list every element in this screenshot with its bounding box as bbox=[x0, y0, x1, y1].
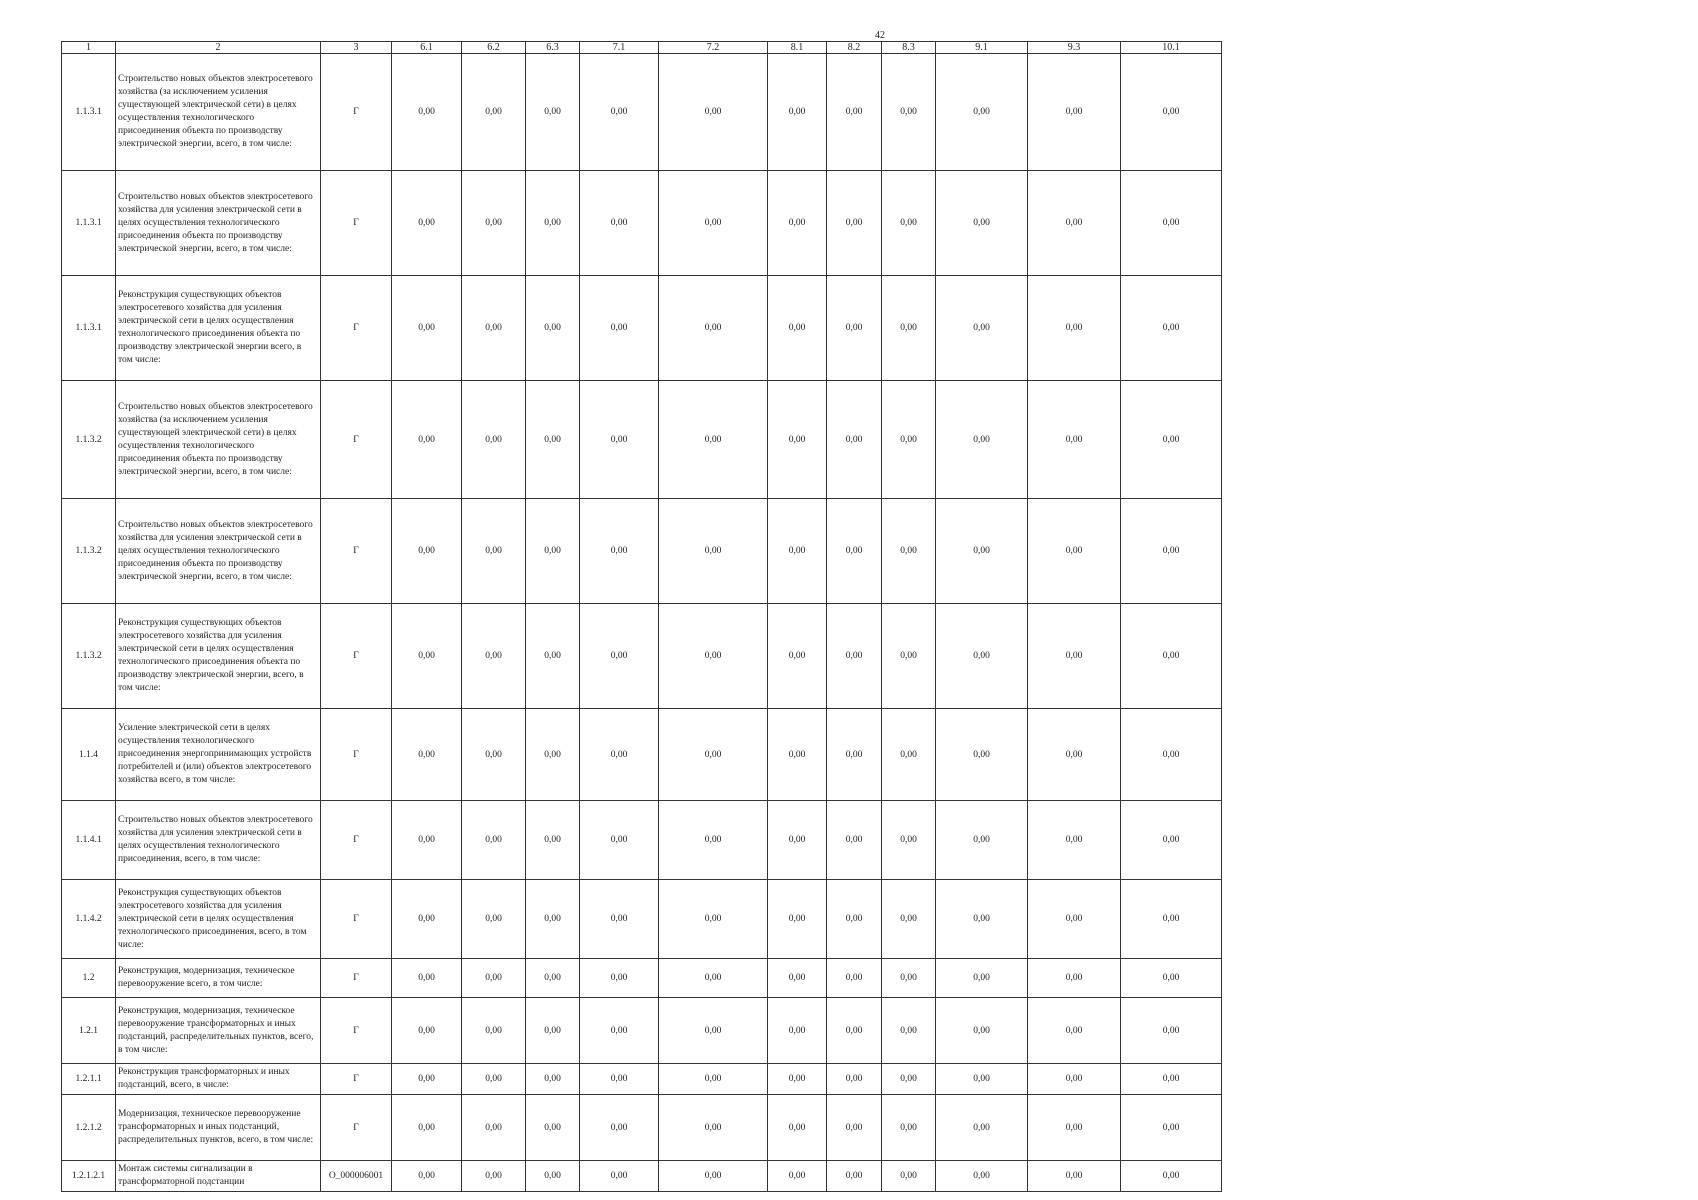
value-cell: 0,00 bbox=[1121, 709, 1222, 801]
value-cell: 0,00 bbox=[659, 54, 768, 171]
row-number-cell: 1.1.3.1 bbox=[62, 171, 116, 276]
value-cell: 0,00 bbox=[827, 499, 882, 604]
row-name-cell: Реконструкция существующих объектов электросетевого хозяйства для усиления электрической сети в целях осуществления технологического присоединения объекта по производству электрической энергии всего, в том числе: bbox=[116, 276, 321, 381]
column-header: 1 bbox=[62, 42, 116, 54]
value-cell: 0,00 bbox=[392, 801, 462, 880]
value-cell: 0,00 bbox=[882, 1095, 936, 1161]
value-cell: 0,00 bbox=[1028, 604, 1121, 709]
row-code-cell: Г bbox=[321, 499, 392, 604]
value-cell: 0,00 bbox=[1028, 54, 1121, 171]
value-cell: 0,00 bbox=[1028, 276, 1121, 381]
table-row bbox=[62, 276, 1222, 381]
value-cell: 0,00 bbox=[768, 499, 827, 604]
value-cell: 0,00 bbox=[580, 499, 659, 604]
row-code-cell: Г bbox=[321, 381, 392, 499]
row-name-cell: Строительство новых объектов электросетевого хозяйства для усиления электрической сети в целях осуществления технологического присоединения объекта по производству электрической энергии, всего, в том числе: bbox=[116, 171, 321, 276]
table-row bbox=[62, 54, 1222, 171]
value-cell: 0,00 bbox=[936, 499, 1028, 604]
column-header: 6.3 bbox=[526, 42, 580, 54]
value-cell: 0,00 bbox=[768, 276, 827, 381]
value-cell: 0,00 bbox=[827, 998, 882, 1064]
value-cell: 0,00 bbox=[526, 381, 580, 499]
table-row bbox=[62, 959, 1222, 998]
row-number-cell: 1.1.3.2 bbox=[62, 381, 116, 499]
value-cell: 0,00 bbox=[580, 998, 659, 1064]
column-header: 10.1 bbox=[1121, 42, 1222, 54]
row-number-cell: 1.2 bbox=[62, 959, 116, 998]
value-cell: 0,00 bbox=[936, 54, 1028, 171]
value-cell: 0,00 bbox=[827, 381, 882, 499]
value-cell: 0,00 bbox=[392, 880, 462, 959]
row-code-cell: Г bbox=[321, 1095, 392, 1161]
value-cell: 0,00 bbox=[462, 1064, 526, 1095]
value-cell: 0,00 bbox=[882, 499, 936, 604]
value-cell: 0,00 bbox=[882, 959, 936, 998]
value-cell: 0,00 bbox=[827, 709, 882, 801]
row-code-cell: Г bbox=[321, 880, 392, 959]
value-cell: 0,00 bbox=[462, 381, 526, 499]
value-cell: 0,00 bbox=[1121, 1161, 1222, 1192]
value-cell: 0,00 bbox=[1028, 1095, 1121, 1161]
table-row bbox=[62, 709, 1222, 801]
value-cell: 0,00 bbox=[882, 1161, 936, 1192]
value-cell: 0,00 bbox=[580, 604, 659, 709]
value-cell: 0,00 bbox=[936, 801, 1028, 880]
value-cell: 0,00 bbox=[827, 276, 882, 381]
row-name-cell: Строительство новых объектов электросетевого хозяйства (за исключением усиления существующей электрической сети) в целях осуществления технологического присоединения объекта по производству электрической энергии, всего, в том числе: bbox=[116, 381, 321, 499]
row-code-cell: Г bbox=[321, 276, 392, 381]
column-header: 6.1 bbox=[392, 42, 462, 54]
row-name-cell: Строительство новых объектов электросетевого хозяйства (за исключением усиления существующей электрической сети) в целях осуществления технологического присоединения объекта по производству электрической энергии, всего, в том числе: bbox=[116, 54, 321, 171]
value-cell: 0,00 bbox=[1121, 1064, 1222, 1095]
value-cell: 0,00 bbox=[1121, 604, 1222, 709]
value-cell: 0,00 bbox=[827, 604, 882, 709]
value-cell: 0,00 bbox=[659, 998, 768, 1064]
value-cell: 0,00 bbox=[768, 1064, 827, 1095]
value-cell: 0,00 bbox=[392, 959, 462, 998]
value-cell: 0,00 bbox=[659, 1064, 768, 1095]
value-cell: 0,00 bbox=[882, 801, 936, 880]
value-cell: 0,00 bbox=[580, 171, 659, 276]
value-cell: 0,00 bbox=[827, 959, 882, 998]
row-number-cell: 1.1.4 bbox=[62, 709, 116, 801]
value-cell: 0,00 bbox=[659, 1161, 768, 1192]
table-row bbox=[62, 998, 1222, 1064]
row-code-cell: Г bbox=[321, 998, 392, 1064]
column-header: 9.3 bbox=[1028, 42, 1121, 54]
value-cell: 0,00 bbox=[462, 604, 526, 709]
value-cell: 0,00 bbox=[462, 998, 526, 1064]
value-cell: 0,00 bbox=[462, 171, 526, 276]
value-cell: 0,00 bbox=[936, 171, 1028, 276]
value-cell: 0,00 bbox=[768, 171, 827, 276]
value-cell: 0,00 bbox=[526, 801, 580, 880]
value-cell: 0,00 bbox=[526, 1064, 580, 1095]
value-cell: 0,00 bbox=[462, 959, 526, 998]
value-cell: 0,00 bbox=[526, 998, 580, 1064]
value-cell: 0,00 bbox=[1028, 171, 1121, 276]
value-cell: 0,00 bbox=[580, 709, 659, 801]
row-number-cell: 1.1.3.2 bbox=[62, 604, 116, 709]
row-number-cell: 1.2.1.2.1 bbox=[62, 1161, 116, 1192]
value-cell: 0,00 bbox=[526, 1161, 580, 1192]
value-cell: 0,00 bbox=[882, 54, 936, 171]
value-cell: 0,00 bbox=[392, 381, 462, 499]
table-row bbox=[62, 880, 1222, 959]
row-code-cell: О_000006001 bbox=[321, 1161, 392, 1192]
column-header: 7.2 bbox=[659, 42, 768, 54]
row-name-cell: Строительство новых объектов электросетевого хозяйства для усиления электрической сети в целях осуществления технологического присоединения объекта по производству электрической энергии, всего, в том числе: bbox=[116, 499, 321, 604]
row-name-cell: Строительство новых объектов электросетевого хозяйства для усиления электрической сети в целях осуществления технологического присоединения, всего, в том числе: bbox=[116, 801, 321, 880]
value-cell: 0,00 bbox=[827, 171, 882, 276]
value-cell: 0,00 bbox=[768, 381, 827, 499]
column-header: 6.2 bbox=[462, 42, 526, 54]
value-cell: 0,00 bbox=[768, 54, 827, 171]
value-cell: 0,00 bbox=[659, 709, 768, 801]
row-code-cell: Г bbox=[321, 709, 392, 801]
value-cell: 0,00 bbox=[526, 880, 580, 959]
value-cell: 0,00 bbox=[580, 381, 659, 499]
row-name-cell: Усиление электрической сети в целях осуществления технологического присоединения энергопринимающих устройств потребителей и (или) объектов электросетевого хозяйства всего, в том числе: bbox=[116, 709, 321, 801]
value-cell: 0,00 bbox=[827, 1095, 882, 1161]
row-number-cell: 1.1.4.2 bbox=[62, 880, 116, 959]
value-cell: 0,00 bbox=[768, 801, 827, 880]
value-cell: 0,00 bbox=[392, 1064, 462, 1095]
value-cell: 0,00 bbox=[936, 880, 1028, 959]
value-cell: 0,00 bbox=[462, 276, 526, 381]
value-cell: 0,00 bbox=[1121, 880, 1222, 959]
value-cell: 0,00 bbox=[1028, 959, 1121, 998]
value-cell: 0,00 bbox=[462, 1095, 526, 1161]
value-cell: 0,00 bbox=[882, 709, 936, 801]
row-code-cell: Г bbox=[321, 1064, 392, 1095]
value-cell: 0,00 bbox=[1121, 499, 1222, 604]
column-header: 8.1 bbox=[768, 42, 827, 54]
value-cell: 0,00 bbox=[1028, 381, 1121, 499]
value-cell: 0,00 bbox=[827, 801, 882, 880]
value-cell: 0,00 bbox=[768, 1095, 827, 1161]
value-cell: 0,00 bbox=[392, 709, 462, 801]
row-name-cell: Реконструкция существующих объектов электросетевого хозяйства для усиления электрической сети в целях осуществления технологического присоединения, всего, в том числе: bbox=[116, 880, 321, 959]
value-cell: 0,00 bbox=[882, 171, 936, 276]
value-cell: 0,00 bbox=[462, 1161, 526, 1192]
value-cell: 0,00 bbox=[1121, 54, 1222, 171]
value-cell: 0,00 bbox=[526, 276, 580, 381]
data-table bbox=[61, 41, 1222, 1192]
value-cell: 0,00 bbox=[659, 1095, 768, 1161]
value-cell: 0,00 bbox=[768, 709, 827, 801]
row-name-cell: Монтаж системы сигнализации в трансформаторной подстанции bbox=[116, 1161, 321, 1192]
value-cell: 0,00 bbox=[768, 959, 827, 998]
value-cell: 0,00 bbox=[936, 709, 1028, 801]
value-cell: 0,00 bbox=[659, 959, 768, 998]
value-cell: 0,00 bbox=[768, 998, 827, 1064]
value-cell: 0,00 bbox=[1028, 709, 1121, 801]
value-cell: 0,00 bbox=[936, 959, 1028, 998]
row-name-cell: Реконструкция, модернизация, техническое перевооружение трансформаторных и иных подстанций, распределительных пунктов, всего, в том числе: bbox=[116, 998, 321, 1064]
value-cell: 0,00 bbox=[768, 1161, 827, 1192]
value-cell: 0,00 bbox=[1028, 801, 1121, 880]
value-cell: 0,00 bbox=[526, 709, 580, 801]
value-cell: 0,00 bbox=[580, 1095, 659, 1161]
value-cell: 0,00 bbox=[936, 381, 1028, 499]
value-cell: 0,00 bbox=[659, 880, 768, 959]
value-cell: 0,00 bbox=[1121, 998, 1222, 1064]
value-cell: 0,00 bbox=[392, 54, 462, 171]
value-cell: 0,00 bbox=[882, 276, 936, 381]
value-cell: 0,00 bbox=[526, 54, 580, 171]
value-cell: 0,00 bbox=[936, 276, 1028, 381]
value-cell: 0,00 bbox=[882, 880, 936, 959]
table-row bbox=[62, 604, 1222, 709]
value-cell: 0,00 bbox=[526, 171, 580, 276]
value-cell: 0,00 bbox=[580, 801, 659, 880]
page-number: 42 bbox=[875, 30, 885, 41]
row-name-cell: Реконструкция существующих объектов электросетевого хозяйства для усиления электрической сети в целях осуществления технологического присоединения объекта по производству электрической энергии, всего, в том числе: bbox=[116, 604, 321, 709]
row-number-cell: 1.1.4.1 bbox=[62, 801, 116, 880]
value-cell: 0,00 bbox=[768, 880, 827, 959]
value-cell: 0,00 bbox=[1121, 171, 1222, 276]
value-cell: 0,00 bbox=[462, 880, 526, 959]
table-row bbox=[62, 1161, 1222, 1192]
value-cell: 0,00 bbox=[659, 171, 768, 276]
value-cell: 0,00 bbox=[936, 1095, 1028, 1161]
value-cell: 0,00 bbox=[1028, 499, 1121, 604]
value-cell: 0,00 bbox=[580, 276, 659, 381]
value-cell: 0,00 bbox=[392, 171, 462, 276]
value-cell: 0,00 bbox=[392, 276, 462, 381]
value-cell: 0,00 bbox=[1028, 1161, 1121, 1192]
row-name-cell: Реконструкция, модернизация, техническое перевооружение всего, в том числе: bbox=[116, 959, 321, 998]
row-code-cell: Г bbox=[321, 959, 392, 998]
row-number-cell: 1.1.3.2 bbox=[62, 499, 116, 604]
value-cell: 0,00 bbox=[882, 604, 936, 709]
value-cell: 0,00 bbox=[1121, 276, 1222, 381]
row-number-cell: 1.2.1.2 bbox=[62, 1095, 116, 1161]
value-cell: 0,00 bbox=[882, 1064, 936, 1095]
column-header: 9.1 bbox=[936, 42, 1028, 54]
row-name-cell: Реконструкция трансформаторных и иных подстанций, всего, в числе: bbox=[116, 1064, 321, 1095]
table-row bbox=[62, 171, 1222, 276]
row-code-cell: Г bbox=[321, 604, 392, 709]
value-cell: 0,00 bbox=[580, 959, 659, 998]
value-cell: 0,00 bbox=[827, 1161, 882, 1192]
value-cell: 0,00 bbox=[526, 499, 580, 604]
row-code-cell: Г bbox=[321, 54, 392, 171]
row-number-cell: 1.1.3.1 bbox=[62, 54, 116, 171]
value-cell: 0,00 bbox=[526, 959, 580, 998]
column-header-row bbox=[62, 42, 1222, 54]
value-cell: 0,00 bbox=[1028, 1064, 1121, 1095]
row-code-cell: Г bbox=[321, 171, 392, 276]
value-cell: 0,00 bbox=[936, 1161, 1028, 1192]
column-header: 8.2 bbox=[827, 42, 882, 54]
table-row bbox=[62, 1064, 1222, 1095]
table-row bbox=[62, 499, 1222, 604]
value-cell: 0,00 bbox=[580, 1161, 659, 1192]
column-header: 8.3 bbox=[882, 42, 936, 54]
value-cell: 0,00 bbox=[392, 604, 462, 709]
column-header: 2 bbox=[116, 42, 321, 54]
column-header: 3 bbox=[321, 42, 392, 54]
value-cell: 0,00 bbox=[882, 381, 936, 499]
value-cell: 0,00 bbox=[827, 54, 882, 171]
value-cell: 0,00 bbox=[659, 801, 768, 880]
value-cell: 0,00 bbox=[526, 1095, 580, 1161]
value-cell: 0,00 bbox=[659, 381, 768, 499]
value-cell: 0,00 bbox=[462, 499, 526, 604]
value-cell: 0,00 bbox=[580, 880, 659, 959]
value-cell: 0,00 bbox=[1028, 998, 1121, 1064]
row-number-cell: 1.2.1 bbox=[62, 998, 116, 1064]
value-cell: 0,00 bbox=[462, 54, 526, 171]
value-cell: 0,00 bbox=[392, 1095, 462, 1161]
value-cell: 0,00 bbox=[462, 801, 526, 880]
value-cell: 0,00 bbox=[659, 499, 768, 604]
table-row bbox=[62, 801, 1222, 880]
value-cell: 0,00 bbox=[1121, 381, 1222, 499]
row-name-cell: Модернизация, техническое перевооружение трансформаторных и иных подстанций, распределительных пунктов, всего, в том числе: bbox=[116, 1095, 321, 1161]
value-cell: 0,00 bbox=[580, 54, 659, 171]
value-cell: 0,00 bbox=[1121, 1095, 1222, 1161]
value-cell: 0,00 bbox=[659, 604, 768, 709]
value-cell: 0,00 bbox=[392, 499, 462, 604]
row-code-cell: Г bbox=[321, 801, 392, 880]
value-cell: 0,00 bbox=[882, 998, 936, 1064]
row-number-cell: 1.1.3.1 bbox=[62, 276, 116, 381]
column-header: 7.1 bbox=[580, 42, 659, 54]
value-cell: 0,00 bbox=[827, 1064, 882, 1095]
value-cell: 0,00 bbox=[936, 998, 1028, 1064]
value-cell: 0,00 bbox=[1028, 880, 1121, 959]
table-row bbox=[62, 1095, 1222, 1161]
value-cell: 0,00 bbox=[827, 880, 882, 959]
value-cell: 0,00 bbox=[768, 604, 827, 709]
value-cell: 0,00 bbox=[936, 604, 1028, 709]
table-row bbox=[62, 381, 1222, 499]
value-cell: 0,00 bbox=[936, 1064, 1028, 1095]
value-cell: 0,00 bbox=[1121, 959, 1222, 998]
row-number-cell: 1.2.1.1 bbox=[62, 1064, 116, 1095]
value-cell: 0,00 bbox=[580, 1064, 659, 1095]
value-cell: 0,00 bbox=[392, 998, 462, 1064]
value-cell: 0,00 bbox=[526, 604, 580, 709]
value-cell: 0,00 bbox=[462, 709, 526, 801]
value-cell: 0,00 bbox=[659, 276, 768, 381]
value-cell: 0,00 bbox=[392, 1161, 462, 1192]
value-cell: 0,00 bbox=[1121, 801, 1222, 880]
